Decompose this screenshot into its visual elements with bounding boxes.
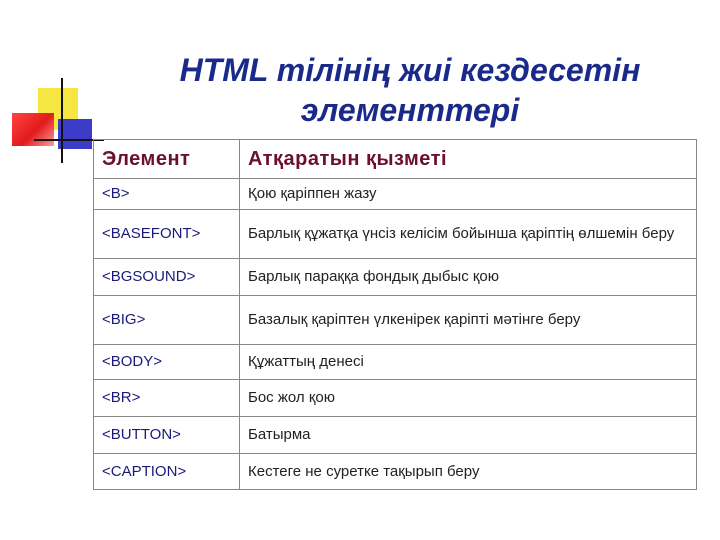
table-row [94, 179, 697, 210]
header-element: Элемент [94, 140, 240, 179]
table-row [94, 210, 697, 259]
table-header-row [94, 140, 697, 179]
header-function: Атқаратын қызметі [240, 140, 697, 179]
table-row [94, 259, 697, 296]
element-desc-cell: Барлық құжатқа үнсіз келісім бойынша қаріптің өлшемін беру [240, 210, 697, 259]
elements-table [93, 139, 697, 490]
element-tag-cell: <BGSOUND> [94, 259, 240, 296]
element-desc-cell: Кестеге не суретке тақырып беру [240, 454, 697, 490]
vertical-line-decoration [61, 78, 63, 163]
element-desc-cell: Бос жол қою [240, 380, 697, 417]
table-row [94, 296, 697, 345]
element-desc-cell: Қою қаріппен жазу [240, 179, 697, 210]
table-row [94, 345, 697, 380]
table-row [94, 454, 697, 490]
element-desc-cell: Базалық қаріптен үлкенірек қаріпті мәтінге беру [240, 296, 697, 345]
element-desc-cell: Барлық параққа фондық дыбыс қою [240, 259, 697, 296]
element-tag-cell: <BIG> [94, 296, 240, 345]
element-tag-cell: <BASEFONT> [94, 210, 240, 259]
element-tag-cell: <BODY> [94, 345, 240, 380]
table-row [94, 417, 697, 454]
slide-title-line1: HTML тілінің жиі кездесетін [179, 52, 641, 88]
slide-title-line2: элементтері [300, 92, 520, 128]
blue-square-decoration [58, 119, 92, 149]
element-tag-cell: <CAPTION> [94, 454, 240, 490]
slide-title [140, 50, 680, 130]
element-desc-cell: Құжаттың денесі [240, 345, 697, 380]
element-desc-cell: Батырма [240, 417, 697, 454]
red-square-decoration [12, 113, 54, 146]
element-tag-cell: <BR> [94, 380, 240, 417]
element-tag-cell: <B> [94, 179, 240, 210]
table-row [94, 380, 697, 417]
element-tag-cell: <BUTTON> [94, 417, 240, 454]
